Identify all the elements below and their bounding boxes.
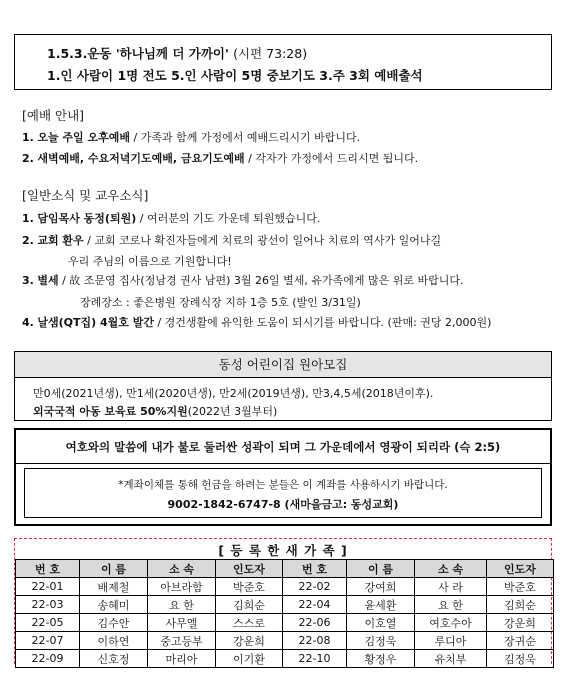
nursery-subsidy-date: (2022년 3월부터) [187, 405, 278, 418]
cell-number: 22-08 [283, 632, 347, 650]
nursery-recruitment-box [14, 351, 552, 421]
cell-guide: 김정욱 [487, 650, 554, 668]
cell-number: 22-03 [16, 596, 80, 614]
cell-guide: 김희순 [216, 596, 283, 614]
col-header-number: 번 호 [16, 560, 80, 578]
cell-name: 배제철 [80, 578, 148, 596]
col-header-guide: 인도자 [216, 560, 283, 578]
cell-guide: 강운희 [216, 632, 283, 650]
item-heading: 담임목사 동정(퇴원) [37, 212, 137, 225]
item-text: / 故 조문영 집사(정남경 권사 남편) 3월 26일 별세, 유가족에게 많은 위로 바랍니다. [58, 274, 464, 287]
cell-name: 김정욱 [347, 632, 415, 650]
cell-group: 유치부 [415, 650, 487, 668]
cell-guide: 장귀순 [487, 632, 554, 650]
offering-note: *계좌이체를 통해 헌금을 하려는 분들은 이 계좌를 사용하시기 바랍니다. [118, 479, 448, 491]
cell-group: 사무엘 [148, 614, 216, 632]
col-header-guide: 인도자 [487, 560, 554, 578]
cell-name: 송혜미 [80, 596, 148, 614]
cell-name: 윤세환 [347, 596, 415, 614]
bank-account: 9002-1842-6747-8 (새마을금고: 동성교회) [167, 498, 399, 511]
new-family-section [14, 538, 552, 664]
item-heading: 별세 [37, 274, 59, 287]
worship-section-title: [예배 안내] [22, 108, 85, 123]
movement-header-box [14, 34, 552, 90]
table-row [16, 614, 554, 632]
cell-number: 22-02 [283, 578, 347, 596]
cell-number: 22-01 [16, 578, 80, 596]
news-item-4 [22, 316, 491, 330]
item-number: 4. [22, 316, 34, 329]
item-heading: 오늘 주일 오후예배 [37, 131, 131, 144]
bible-verse: 여호와의 말씀에 내가 불로 둘러싼 성곽이 되며 그 가운데에서 영광이 되리라 (슥 2:5) [16, 430, 550, 464]
cell-name: 이호열 [347, 614, 415, 632]
item-number: 2. [22, 152, 34, 165]
cell-name: 김수안 [80, 614, 148, 632]
nursery-subsidy: 외국국적 아동 보육료 50%지원 [33, 405, 188, 418]
item-heading: 새벽예배, 수요저녁기도예배, 금요기도예배 [37, 152, 245, 165]
cell-number: 22-06 [283, 614, 347, 632]
movement-title-line [47, 44, 307, 62]
cell-name: 강여희 [347, 578, 415, 596]
cell-guide: 박준호 [487, 578, 554, 596]
cell-group: 루디아 [415, 632, 487, 650]
movement-title: 1.5.3.운동 '하나님께 더 가까이' [47, 46, 229, 61]
cell-number: 22-04 [283, 596, 347, 614]
news-section-title: [일반소식 및 교우소식] [22, 188, 149, 203]
table-row [16, 596, 554, 614]
cell-number: 22-07 [16, 632, 80, 650]
new-family-title: [ 등 록 한 새 가 족 ] [218, 543, 348, 558]
col-header-number: 번 호 [283, 560, 347, 578]
nursery-age-groups: 만0세(2021년생), 만1세(2020년생), 만2세(2019년생), 만3,4,5세(2018년이후). [33, 387, 434, 400]
news-item-2 [22, 234, 441, 248]
cell-number: 22-05 [16, 614, 80, 632]
col-header-name: 이 름 [347, 560, 415, 578]
table-row [16, 578, 554, 596]
news-item-3 [22, 274, 464, 288]
item-heading: 날샘(QT집) 4월호 발간 [37, 316, 154, 329]
offering-account-box [24, 468, 542, 518]
item-text: / 여러분의 기도 가운데 퇴원했습니다. [136, 212, 321, 225]
cell-group: 요 한 [415, 596, 487, 614]
cell-guide: 스스로 [216, 614, 283, 632]
item-number: 2. [22, 234, 34, 247]
movement-goals: 1.인 사람이 1명 전도 5.인 사람이 5명 중보기도 3.주 3회 예배출석 [47, 68, 423, 83]
table-row [16, 650, 554, 668]
worship-item-1 [22, 131, 360, 145]
new-family-table [15, 559, 554, 668]
cell-group: 마리아 [148, 650, 216, 668]
col-header-group: 소 속 [148, 560, 216, 578]
item-text: / 각자가 가정에서 드리시면 됩니다. [244, 152, 419, 165]
item-number: 3. [22, 274, 34, 287]
cell-guide: 이기환 [216, 650, 283, 668]
news-item-1 [22, 212, 320, 226]
nursery-subsidy-line [33, 403, 277, 419]
item-text: / 경건생활에 유익한 도움이 되시기를 바랍니다. (판매: 권당 2,000원) [153, 316, 492, 329]
item-text: / 가족과 함께 가정에서 예배드리시기 바랍니다. [130, 131, 361, 144]
table-header-row [16, 560, 554, 578]
news-item-3-continuation: 장례장소 : 좋은병원 장례식장 지하 1층 5호 (발인 3/31일) [80, 296, 361, 309]
item-text: / 교회 코로나 확진자들에게 치료의 광선이 일어나 치료의 역사가 일어나길 [83, 234, 442, 247]
worship-item-2 [22, 152, 418, 166]
cell-name: 신호정 [80, 650, 148, 668]
scripture-reference: (시편 73:28) [233, 46, 308, 61]
item-number: 1. [22, 212, 34, 225]
verse-box [14, 428, 552, 526]
cell-number: 22-10 [283, 650, 347, 668]
cell-group: 중고등부 [148, 632, 216, 650]
cell-guide: 박준호 [216, 578, 283, 596]
cell-group: 사 라 [415, 578, 487, 596]
item-number: 1. [22, 131, 34, 144]
nursery-title: 동성 어린이집 원아모집 [15, 352, 551, 378]
table-row [16, 632, 554, 650]
cell-group: 요 한 [148, 596, 216, 614]
cell-name: 이하연 [80, 632, 148, 650]
cell-group: 아브라함 [148, 578, 216, 596]
cell-number: 22-09 [16, 650, 80, 668]
cell-guide: 강운희 [487, 614, 554, 632]
cell-name: 황정우 [347, 650, 415, 668]
col-header-name: 이 름 [80, 560, 148, 578]
cell-group: 여호수아 [415, 614, 487, 632]
item-heading: 교회 환우 [37, 234, 84, 247]
cell-guide: 김희순 [487, 596, 554, 614]
col-header-group: 소 속 [415, 560, 487, 578]
news-item-2-continuation: 우리 주님의 이름으로 기원합니다! [68, 255, 232, 268]
